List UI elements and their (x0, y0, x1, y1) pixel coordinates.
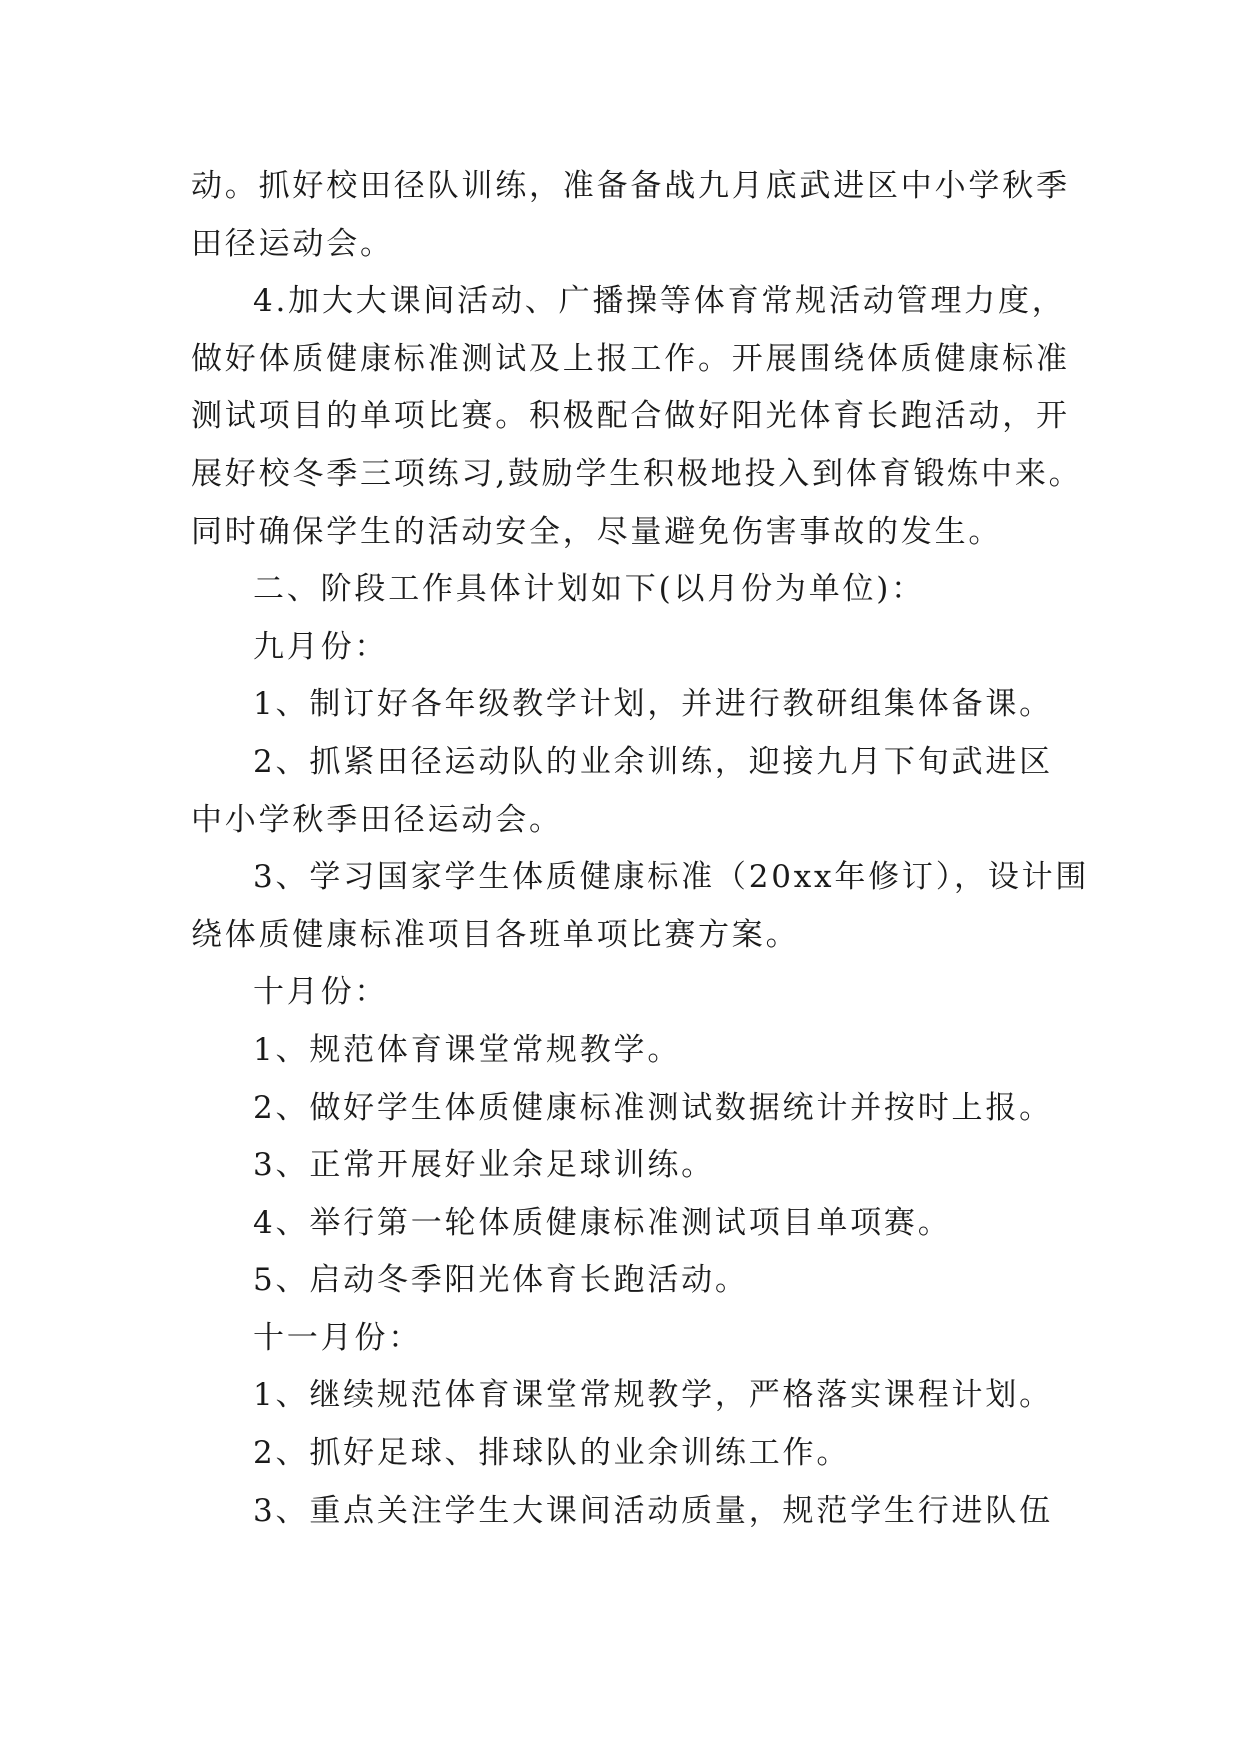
text-line: 4.加大大课间活动、广播操等体育常规活动管理力度， (253, 283, 1066, 320)
text-line: 同时确保学生的活动安全，尽量避免伤害事故的发生。 (191, 513, 1003, 550)
section-heading: 二、阶段工作具体计划如下(以月份为单位)： (253, 571, 925, 608)
list-item: 1、规范体育课堂常规教学。 (253, 1031, 682, 1068)
text-line: 做好体质健康标准测试及上报工作。开展围绕体质健康标准 (191, 340, 1070, 377)
text-line: 田径运动会。 (191, 225, 394, 262)
list-item: 3、正常开展好业余足球训练。 (253, 1147, 715, 1184)
list-item: 2、做好学生体质健康标准测试数据统计并按时上报。 (253, 1089, 1053, 1126)
list-item: 3、学习国家学生体质健康标准（20xx年修订），设计围 (253, 859, 1090, 896)
list-item: 3、重点关注学生大课间活动质量，规范学生行进队伍 (253, 1492, 1053, 1529)
month-heading: 十一月份： (253, 1319, 422, 1356)
month-heading: 九月份： (253, 628, 389, 665)
list-item: 1、继续规范体育课堂常规教学，严格落实课程计划。 (253, 1377, 1053, 1414)
document-body (191, 158, 1090, 1540)
list-item: 2、抓紧田径运动队的业余训练，迎接九月下旬武进区 (253, 743, 1053, 780)
text-line: 测试项目的单项比赛。积极配合做好阳光体育长跑活动，开 (191, 398, 1070, 435)
list-item: 5、启动冬季阳光体育长跑活动。 (253, 1262, 749, 1299)
text-line: 中小学秋季田径运动会。 (191, 801, 563, 838)
list-item: 4、举行第一轮体质健康标准测试项目单项赛。 (253, 1204, 952, 1241)
text-line: 绕体质健康标准项目各班单项比赛方案。 (191, 916, 800, 953)
text-line: 动。抓好校田径队训练，准备备战九月底武进区中小学秋季 (191, 168, 1070, 204)
month-heading: 十月份： (253, 974, 389, 1011)
text-line: 展好校冬季三项练习,鼓励学生积极地投入到体育锻炼中来。 (191, 455, 1083, 492)
list-item: 1、制订好各年级教学计划，并进行教研组集体备课。 (253, 686, 1053, 723)
list-item: 2、抓好足球、排球队的业余训练工作。 (253, 1435, 851, 1472)
